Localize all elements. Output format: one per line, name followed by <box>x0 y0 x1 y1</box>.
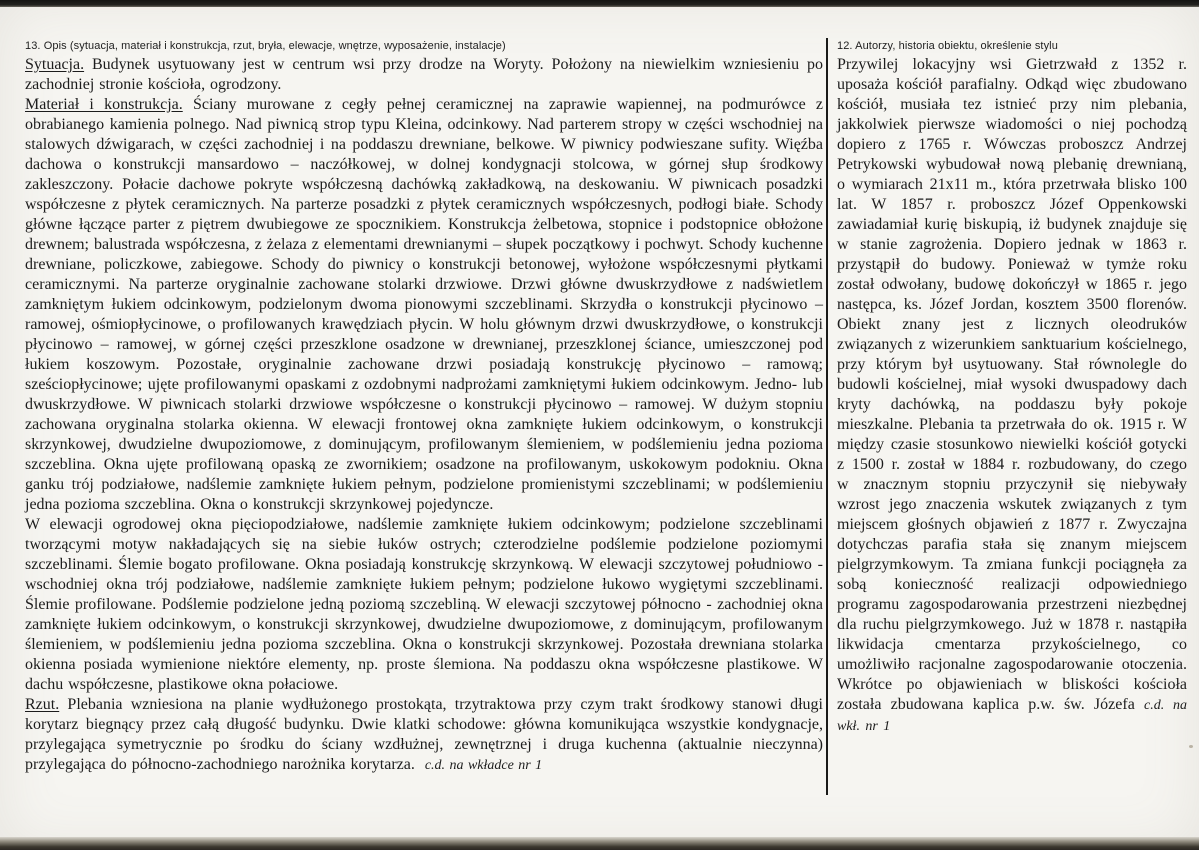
paragraph-text: Plebania wzniesiona na planie wydłużonego prostokąta, trzytraktowa przy czym trakt środkowy stanowi długi korytarz biegnący przez całą długość budynku. Dwie klatki schodowe: główna komunikująca wszystkie kondygnacje, przylegająca symetrycznie po środku do ściany wzdłużnej, zewnętrznej i druga kuchenna (aktualnie nieczynna) przylegająca do północno-zachodniego narożnika korytarza. <box>25 696 823 773</box>
description-column-header: 13. Opis (sytuacja, materiał i konstrukcja, rzut, bryła, elewacje, wnętrze, wyposażenie, instalacje) <box>25 40 506 52</box>
paragraph-text: W elewacji ogrodowej okna pięciopodziałowe, nadślemie zamknięte łukiem odcinkowym; podzielone szczeblinami tworzącymi motyw nakładających się na siebie łuków ostrych; czterodzielne podślemie podzielone poziomymi szczeblinami. Ślemie bogato profilowane. Okna posiadają konstrukcję skrzynkową. W elewacji szczytowej południowo - wschodniej okna trój podziałowe, nadślemie zamknięte łukiem pełnym; podzielone łukowo wygiętymi szczeblinami. Ślemie profilowane. Podślemie podzielone jedną poziomą szczebliną. W elewacji szczytowej północno - zachodniej okna zamknięte łukiem odcinkowym, o konstrukcji skrzynkowej, dwudzielne dwupoziomowe, z dominującym, profilowanym ślemieniem, w podślemieniu jedna pozioma szczeblina. Okna o konstrukcji skrzynkowej. Pozostała drewniana stolarka okienna posiada wymienione niektóre elementy, np. proste ślemiona. Na poddaszu okna współczesne plastikowe. W dachu współczesne, plastikowe okna połaciowe. <box>25 516 823 693</box>
paragraph-material-konstrukcja <box>25 95 823 515</box>
paragraph-text: Przywilej lokacyjny wsi Gietrzwałd z 1352 r. uposaża kościół parafialny. Odkąd więc zbudowano kościół, musiała tez istnieć przy nim plebania, jakkolwiek pierwsze wiadomości o niej pochodzą dopiero z 1765 r. Wówczas proboszcz Andrzej Petrykowski wybudował nową plebanię drewnianą, o wymiarach 21x11 m., która przetrwała blisko 100 lat. W 1857 r. proboszcz Józef Oppenkowski zawiadamiał kurię biskupią, iż budynek znajduje się w stanie zagrożenia. Dopiero jednak w 1863 r. przystąpił do budowy. Ponieważ w tymże roku został odwołany, budowę dokończył w 1865 r. jego następca, ks. Józef Jordan, kosztem 3500 florenów. Obiekt znany jest z licznych oleodruków związanych z wizerunkiem sanktuarium kościelnego, przy którym był usytuowany. Stał równolegle do budowli kościelnej, miał wysoki dwuspadowy dach kryty dachówką, na poddaszu były pokoje mieszkalne. Plebania ta przetrwała do ok. 1915 r. W między czasie stosunkowo niewielki kościół gotycki z 1500 r. został w 1884 r. rozbudowany, do czego w znacznym stopniu przyczynił się niebywały wzrost jego znaczenia wskutek związanych z tym miejscem głośnych objawień z 1877 r. Zwyczajna dotychczas parafia stała się znanym miejscem pielgrzymkowym. Ta zmiana funkcji pociągnęła za sobą konieczność realizacji odpowiedniego programu zagospodarowania przestrzeni niezbędnej dla ruchu pielgrzymkowego. Już w 1878 r. nastąpiła likwidacja cmentarza przykościelnego, co umożliwiło racjonalne zagospodarowanie otoczenia. Wkrótce po objawieniach w bliskości kościoła została zbudowana kaplica p.w. św. Józefa <box>837 56 1187 713</box>
continuation-note: c.d. na wkładce nr 1 <box>424 758 543 773</box>
history-body <box>837 55 1187 737</box>
history-column <box>837 40 1187 737</box>
paragraph-rzut <box>25 695 823 776</box>
scan-artifact-speck <box>1189 745 1193 748</box>
paragraph-elewacja-ogrodowa <box>25 515 823 695</box>
description-body <box>25 55 823 776</box>
paragraph-historia <box>837 55 1187 737</box>
scan-edge-bottom <box>0 837 1199 850</box>
scan-edge-top <box>0 0 1199 7</box>
column-divider <box>826 38 828 795</box>
paragraph-sytuacja <box>25 55 823 95</box>
paragraph-text: Budynek usytuowany jest w centrum wsi przy drodze na Woryty. Położony na niewielkim wzniesieniu po zachodniej stronie kościoła, ogrodzony. <box>25 56 823 93</box>
description-column <box>25 40 823 776</box>
history-column-header: 12. Autorzy, historia obiektu, określenie stylu <box>837 40 1058 52</box>
paragraph-lead-material: Materiał i konstrukcja. <box>25 96 183 113</box>
continuation-note: c.d. na wkł. nr 1 <box>837 698 1188 734</box>
paragraph-text: Ściany murowane z cegły pełnej ceramicznej na zaprawie wapiennej, na podmurówce z obrabianego kamienia polnego. Nad piwnicą strop typu Kleina, odcinkowy. Nad parterem stropy w części wschodniej na stalowych dźwigarach, w części zachodniej i na poddaszu drewniane, belkowe. W piwnicy podwieszane sufity. Więźba dachowa o konstrukcji mansardowo – naczółkowej, w dolnej kondygnacji stolcowa, w górnej słup środkowy zakleszczony. Połacie dachowe pokryte współczesną dachówką zakładkową, na deskowaniu. W piwnicach posadzki współczesne z płytek ceramicznych. Na parterze posadzki z płytek ceramicznych współczesnych, podłogi białe. Schody główne łączące parter z piętrem dwubiegowe ze spocznikiem. Konstrukcja żelbetowa, stopnice i podstopnice obłożone drewnem; balustrada współczesna, z żelaza z elementami drewnianymi – słupek początkowy i pochwyt. Schody kuchenne drewniane, policzkowe, zabiegowe. Schody do piwnicy o konstrukcji betonowej, wyłożone współczesnymi płytkami ceramicznymi. Na parterze oryginalnie zachowane stolarki drzwiowe. Drzwi główne dwuskrzydłowe z nadświetlem zamkniętym łukiem odcinkowym, podzielonym dwoma pionowymi szczeblinami. Skrzydła o konstrukcji płycinowo – ramowej, ośmiopłycinowe, o profilowanych krawędziach płycin. W holu głównym drzwi dwuskrzydłowe, o konstrukcji płycinowo – ramowej, w górnej części przeszklone osadzone w drewnianej, przeszklonej ściance, umieszczonej pod łukiem koszowym. Pozostałe, oryginalnie zachowane drzwi posiadają konstrukcję płycinowo – ramową; sześciopłycinowe; ujęte profilowanymi opaskami z ozdobnymi nadprożami zamkniętymi łukiem odcinkowym. Jedno- lub dwuskrzydłowe. W piwnicach stolarki drzwiowe współczesne o konstrukcji płycinowo – ramowej. W dużym stopniu zachowana oryginalna stolarka okienna. W elewacji frontowej okna zamknięte łukiem odcinkowym, o konstrukcji skrzynkowej, dwudzielne dwupoziomowe, z dominującym, profilowanym ślemieniem, w podślemieniu jedna pozioma szczeblina. Okna ujęte profilowaną opaską ze zwornikiem; osadzone na profilowanym, uskokowym podokniu. Okna ganku trój podziałowe, nadślemie zamknięte łukiem pełnym, podzielone promienistymi szczeblinami; w podślemieniu jedna pozioma szczeblina. Okna o konstrukcji skrzynkowej pojedyncze. <box>25 96 823 513</box>
paragraph-lead-sytuacja: Sytuacja. <box>25 56 85 73</box>
paragraph-lead-rzut: Rzut. <box>25 696 60 713</box>
